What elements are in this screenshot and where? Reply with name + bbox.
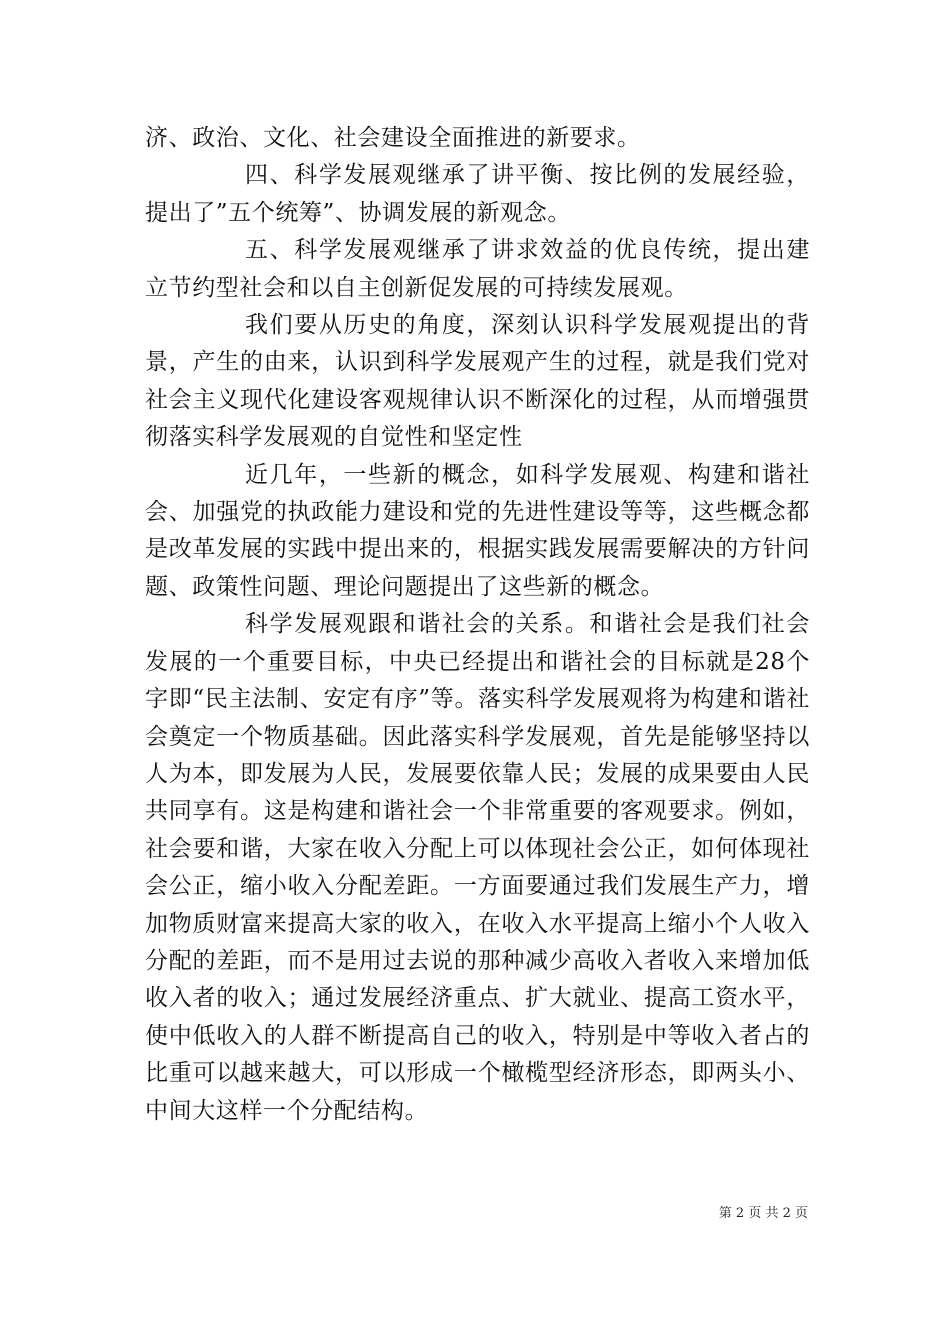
paragraph-new-concepts: 近几年，一些新的概念，如科学发展观、构建和谐社会、加强党的执政能力建设和党的先进性建设等等，这些概念都是改革发展的实践中提出来的，根据实践发展需要解决的方针问题、政策性问题、理论问题提出了这些新的概念。 bbox=[145, 461, 810, 600]
page-number-footer: 第 2 页 共 2 页 bbox=[718, 1206, 808, 1221]
paragraph-continuation: 济、政治、文化、社会建设全面推进的新要求。 bbox=[145, 125, 641, 151]
paragraph-point-five: 五、科学发展观继承了讲求效益的优良传统，提出建立节约型社会和以自主创新促发展的可持续发展观。 bbox=[145, 237, 810, 301]
paragraph-historical-perspective: 我们要从历史的角度，深刻认识科学发展观提出的背景，产生的由来，认识到科学发展观产生的过程，就是我们党对社会主义现代化建设客观规律认识不断深化的过程，从而增强贯彻落实科学发展观的自觉性和坚定性 bbox=[145, 312, 810, 451]
paragraph-point-four: 四、科学发展观继承了讲平衡、按比例的发展经验，提出了”五个统筹”、协调发展的新观念。 bbox=[145, 162, 810, 226]
document-body bbox=[145, 120, 810, 1130]
paragraph-harmonious-society: 科学发展观跟和谐社会的关系。和谐社会是我们社会发展的一个重要目标，中央已经提出和谐社会的目标就是28个字即“民主法制、安定有序”等。落实科学发展观将为构建和谐社会奠定一个物质基础。因此落实科学发展观，首先是能够坚持以人为本，即发展为人民，发展要依靠人民；发展的成果要由人民共同享有。这是构建和谐社会一个非常重要的客观要求。例如，社会要和谐，大家在收入分配上可以体现社会公正，如何体现社会公正，缩小收入分配差距。一方面要通过我们发展生产力，增加物质财富来提高大家的收入，在收入水平提高上缩小个人收入分配的差距，而不是用过去说的那种减少高收入者收入来增加低收入者的收入；通过发展经济重点、扩大就业、提高工资水平，使中低收入的人群不断提高自己的收入，特别是中等收入者占的比重可以越来越大，可以形成一个橄榄型经济形态，即两头小、中间大这样一个分配结构。 bbox=[145, 611, 810, 1124]
